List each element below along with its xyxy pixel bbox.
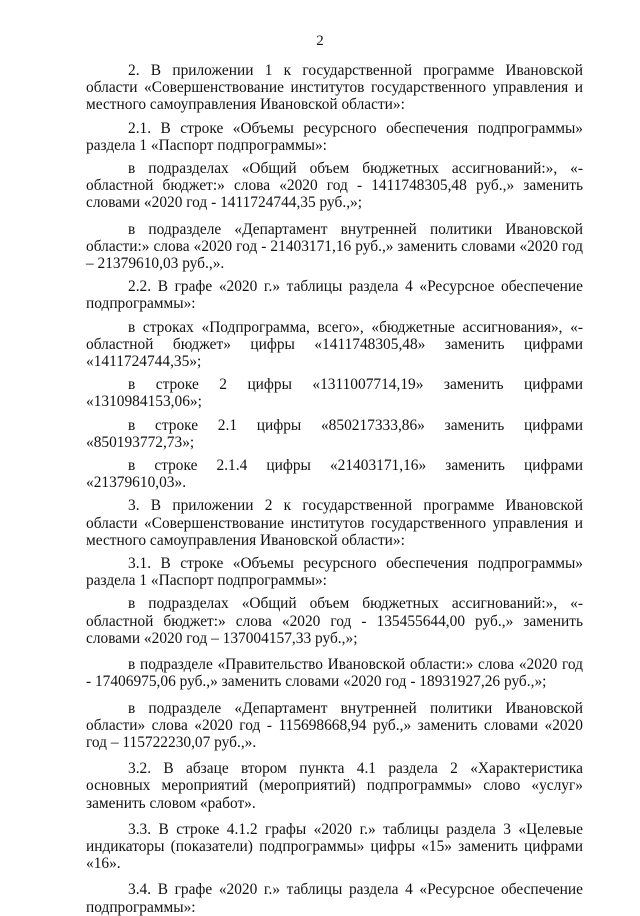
paragraph-2-2-row-2-1: в строке 2.1 цифры «850217333,86» заменить цифрами «850193772,73»; — [86, 416, 583, 451]
paragraph-3: 3. В приложении 2 к государственной программе Ивановской области «Совершенствование институтов государственного управления и местного самоуправления Ивановской области»: — [86, 497, 583, 549]
paragraph-3-1-government: в подразделе «Правительство Ивановской области:» слова «2020 год - 17406975,06 руб.,» заменить словами «2020 год - 18931927,26 руб.,»; — [86, 656, 583, 691]
paragraph-2-1: 2.1. В строке «Объемы ресурсного обеспечения подпрограммы» раздела 1 «Паспорт подпрограммы»: — [86, 119, 583, 154]
paragraph-3-1: 3.1. В строке «Объемы ресурсного обеспечения подпрограммы» раздела 1 «Паспорт подпрограммы»: — [86, 555, 583, 590]
paragraph-3-1-budget: в подразделах «Общий объем бюджетных ассигнований:», «- областной бюджет:» слова «2020 год - 135455644,00 руб.,» заменить словами «2020 год – 137004157,33 руб.,»; — [86, 595, 583, 647]
paragraph-2-2-row-2-1-4: в строке 2.1.4 цифры «21403171,16» заменить цифрами «21379610,03». — [86, 457, 583, 492]
paragraph-2-1-department: в подразделе «Департамент внутренней политики Ивановской области:» слова «2020 год - 21403171,16 руб.,» заменить словами «2020 год – 21379610,03 руб.,». — [86, 220, 583, 273]
paragraph-3-3: 3.3. В строке 4.1.2 графы «2020 г.» таблицы раздела 3 «Целевые индикаторы (показатели) подпрограммы» цифры «15» заменить цифрами «16». — [86, 820, 583, 873]
paragraph-2: 2. В приложении 1 к государственной программе Ивановской области «Совершенствование институтов государственного управления и местного самоуправления Ивановской области»: — [86, 62, 583, 114]
paragraph-3-4: 3.4. В графе «2020 г.» таблицы раздела 4 «Ресурсное обеспечение подпрограммы»: — [86, 881, 583, 916]
paragraph-2-2-rows: в строках «Подпрограмма, всего», «бюджетные ассигнования», «- областной бюджет» цифры «1411748305,48» заменить цифрами «1411724744,35»; — [86, 318, 583, 371]
paragraph-3-2: 3.2. В абзаце втором пункта 4.1 раздела 2 «Характеристика основных мероприятий (мероприятий) подпрограммы» слово «услуг» заменить словом «работ». — [86, 760, 583, 812]
document-body — [86, 62, 583, 916]
paragraph-3-1-department: в подразделе «Департамент внутренней политики Ивановской области» слова «2020 год - 115698668,94 руб.,» заменить словами «2020 год – 115722230,07 руб.,». — [86, 699, 583, 751]
paragraph-2-2: 2.2. В графе «2020 г.» таблицы раздела 4 «Ресурсное обеспечение подпрограммы»: — [86, 278, 583, 313]
paragraph-2-2-row-2: в строке 2 цифры «1311007714,19» заменить цифрами «1310984153,06»; — [86, 376, 583, 411]
paragraph-2-1-budget: в подразделах «Общий объем бюджетных ассигнований:», «- областной бюджет:» слова «2020 год - 1411748305,48 руб.,» заменить словами «2020 год - 1411724744,35 руб.,»; — [86, 160, 583, 212]
page-number: 2 — [316, 33, 324, 49]
